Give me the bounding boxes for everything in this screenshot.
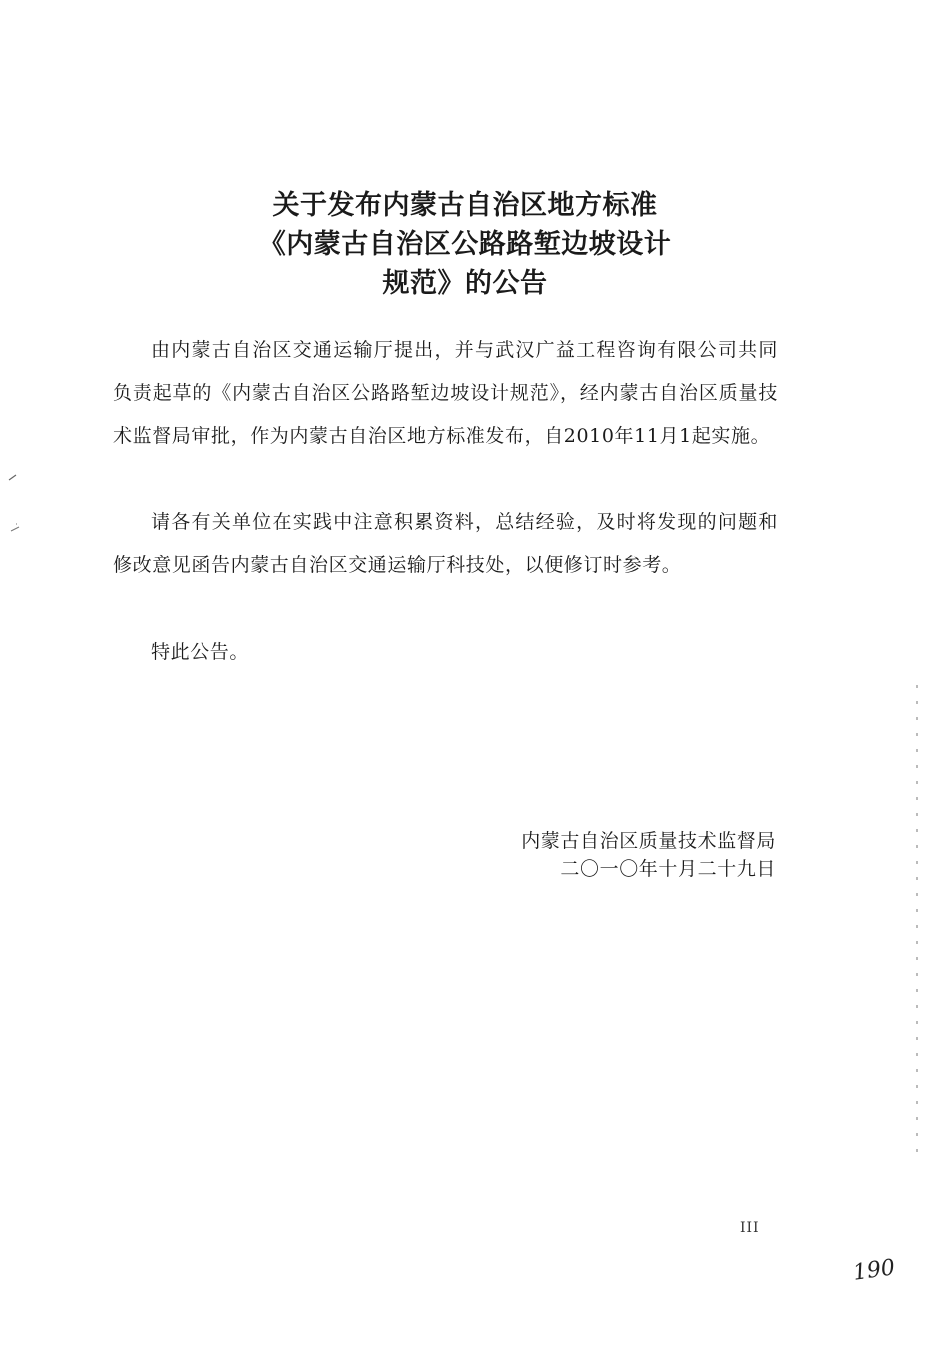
title-line-3: 规范》的公告 [382, 268, 548, 299]
handwritten-page-number: 190 [851, 1255, 897, 1286]
scan-speck-left-1 [8, 472, 18, 482]
paragraph-text-3: 特此公告。 [151, 641, 250, 663]
paragraph-text-1: 由内蒙古自治区交通运输厅提出，并与武汉广益工程咨询有限公司共同负责起草的《内蒙古自治区公路路堑边坡设计规范》，经内蒙古自治区质量技术监督局审批，作为内蒙古自治区地方标准发布，自2010年11月1起实施。 [113, 339, 778, 447]
body-paragraph-1 [113, 329, 778, 458]
signature-organization: 内蒙古自治区质量技术监督局 [521, 830, 776, 852]
scan-speck-left-2 [10, 522, 22, 534]
paragraph-text-2: 请各有关单位在实践中注意积累资料，总结经验，及时将发现的问题和修改意见函告内蒙古自治区交通运输厅科技处，以便修订时参考。 [113, 511, 778, 576]
signature-date: 二〇一〇年十月二十九日 [560, 858, 776, 880]
body-paragraph-2 [113, 501, 778, 587]
title-line-1: 关于发布内蒙古自治区地方标准 [272, 190, 658, 221]
body-paragraph-3 [113, 631, 778, 674]
title-line-2: 《内蒙古自治区公路路堑边坡设计 [258, 229, 672, 260]
page-number: III [740, 1220, 760, 1236]
scan-edge-line [916, 685, 918, 1155]
